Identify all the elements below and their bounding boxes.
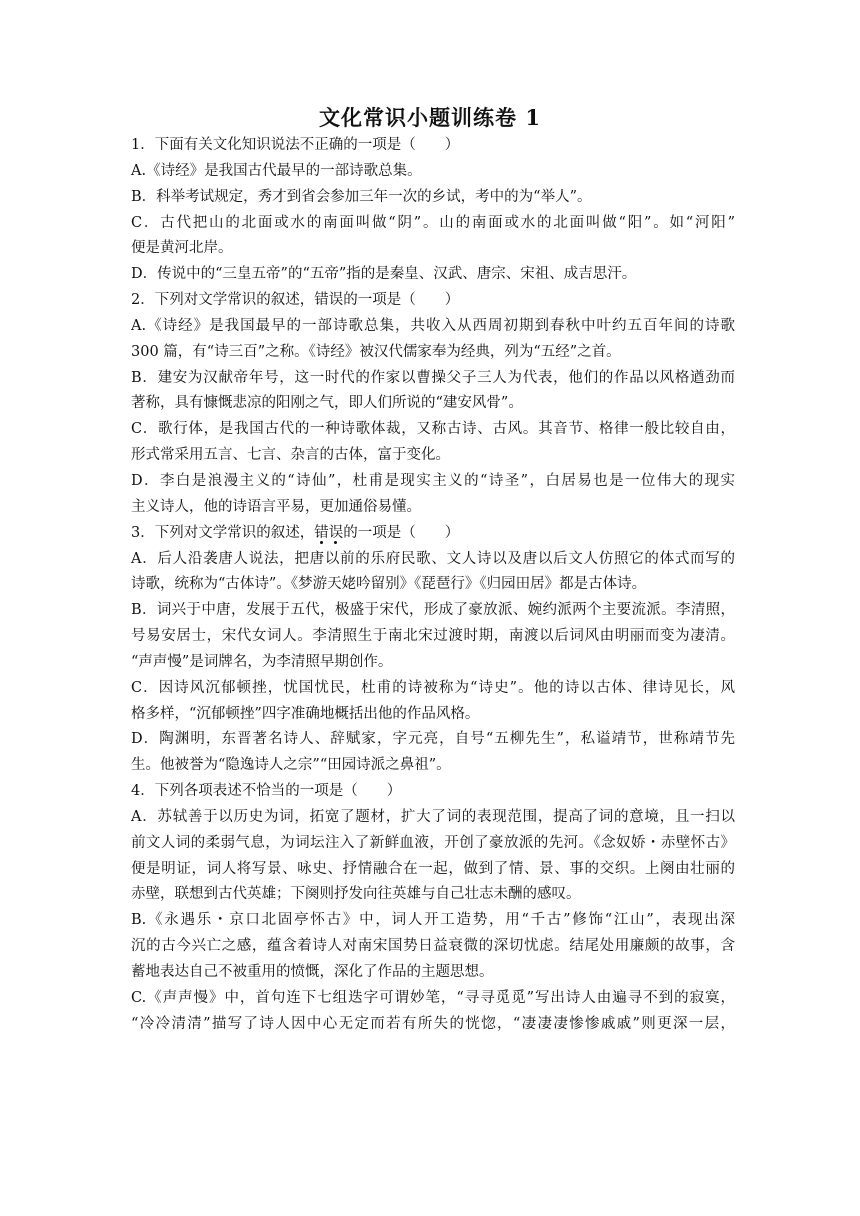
q4-option-c-line1: C.《声声慢》中，首句连下七组迭字可谓妙笔，“寻寻觅觅”写出诗人由遍寻不到的寂寞， xyxy=(131,989,735,1006)
q1-option-c-line2: 便是黄河北岸。 xyxy=(131,240,233,257)
q4-option-b-line1: B.《永遇乐・京口北固亭怀古》中，词人开工造势，用“千古”修饰“江山”，表现出深 xyxy=(131,912,735,929)
q1-stem: 1．下面有关文化知识说法不正确的一项是（ ） xyxy=(131,137,460,153)
q4-option-a-line3: 便是明证，词人将写景、咏史、抒情融合在一起，做到了情、景、事的交织。上阕由壮丽的 xyxy=(131,860,735,877)
q1-option-a: A.《诗经》是我国古代最早的一部诗歌总集。 xyxy=(131,162,422,179)
q2-option-d-line2: 主义诗人，他的诗语言平易，更加通俗易懂。 xyxy=(131,498,421,515)
q1-option-b: B．科举考试规定，秀才到省会参加三年一次的乡试，考中的为“举人”。 xyxy=(131,188,592,205)
q2-option-c-line2: 形式常采用五言、七言、杂言的古体，富于变化。 xyxy=(131,447,450,464)
q2-option-d-line1: D．李白是浪漫主义的“诗仙”，杜甫是现实主义的“诗圣”，白居易也是一位伟大的现实 xyxy=(131,472,735,489)
q4-option-b-line3: 蓄地表达自己不被重用的愤慨，深化了作品的主题思想。 xyxy=(131,964,494,980)
page-title: 文化常识小题训练卷 1 xyxy=(319,105,541,130)
q4-option-a-line1: A．苏轼善于以历史为词，拓宽了题材，扩大了词的表现范围，提高了词的意境，且一扫以 xyxy=(131,808,735,825)
q3-option-a-line1: A．后人沿袭唐人说法，把唐以前的乐府民歌、文人诗以及唐以后文人仿照它的体式而写的 xyxy=(131,550,735,567)
q3-option-c-line2: 格多样，“沉郁顿挫”四字准确地概括出他的作品风格。 xyxy=(131,705,480,722)
q3-option-b-line2: 号易安居士，宋代女词人。李清照生于南北宋过渡时期，南渡以后词风由明丽而变为凄清。 xyxy=(131,628,735,645)
q3-option-b-line3: “声声慢”是词牌名，为李清照早期创作。 xyxy=(131,653,393,670)
q3-stem: 3．下列对文学常识的叙述，错误的一项是（ ） xyxy=(131,524,460,541)
q4-option-a-line4: 赤壁，联想到古代英雄；下阕则抒发向往英雄与自己壮志未酬的感叹。 xyxy=(131,886,581,903)
q1-option-c-line1: C．古代把山的北面或水的南面叫做“阴”。山的南面或水的北面叫做“阳”。如“河阳” xyxy=(131,214,735,231)
emphasis-char: 错 xyxy=(314,524,329,541)
q2-stem: 2．下列对文学常识的叙述，错误的一项是（ ） xyxy=(131,292,460,309)
q4-stem: 4．下列各项表述不恰当的一项是（ ） xyxy=(131,783,402,800)
exam-content xyxy=(131,133,735,1038)
q3-option-d-line1: D．陶渊明，东晋著名诗人、辞赋家，字元亮，自号“五柳先生”，私谥靖节，世称靖节先 xyxy=(131,731,735,748)
q3-option-d-line2: 生。他被誉为“隐逸诗人之宗”“田园诗派之鼻祖”。 xyxy=(131,757,451,774)
q3-option-a-line2: 诗歌，统称为“古体诗”。《梦游天姥吟留别》《琵琶行》《归园田居》都是古体诗。 xyxy=(131,576,647,593)
q3-option-c-line1: C．因诗风沉郁顿挫，忧国忧民，杜甫的诗被称为“诗史”。他的诗以古体、律诗见长，风 xyxy=(131,679,735,696)
q2-option-b-line2: 著称，具有慷慨悲凉的阳刚之气，即人们所说的“建安风骨”。 xyxy=(131,395,523,412)
emphasis-char: 误 xyxy=(328,524,344,541)
q4-option-c-line2: “冷冷清清”描写了诗人因中心无定而若有所失的恍惚，“凄凄凄惨惨戚戚”则更深一层， xyxy=(131,1015,735,1032)
q1-option-d: D．传说中的“三皇五帝”的“五帝”指的是秦皇、汉武、唐宗、宋祖、成吉思汗。 xyxy=(131,266,637,283)
q4-option-b-line2: 沉的古今兴亡之感，蕴含着诗人对南宋国势日益衰微的深切忧虑。结尾处用廉颇的故事，含 xyxy=(131,938,735,955)
q3-option-b-line1: B．词兴于中唐，发展于五代，极盛于宋代，形成了豪放派、婉约派两个主要流派。李清照， xyxy=(131,602,735,619)
q2-option-b-line1: B．建安为汉献帝年号，这一时代的作家以曹操父子三人为代表，他们的作品以风格遒劲而 xyxy=(131,369,735,386)
q2-option-a-line2: 300 篇，有“诗三百”之称。《诗经》被汉代儒家奉为经典，列为“五经”之首。 xyxy=(131,343,621,360)
q2-option-a-line1: A.《诗经》是我国最早的一部诗歌总集，共收入从西周初期到春秋中叶约五百年间的诗歌 xyxy=(131,317,735,334)
q4-option-a-line2: 前文人词的柔弱气息，为词坛注入了新鲜血液，开创了豪放派的先河。《念奴娇・赤壁怀古》 xyxy=(131,834,735,851)
q2-option-c-line1: C．歌行体，是我国古代的一种诗歌体裁，又称古诗、古风。其音节、格律一般比较自由， xyxy=(131,421,735,438)
